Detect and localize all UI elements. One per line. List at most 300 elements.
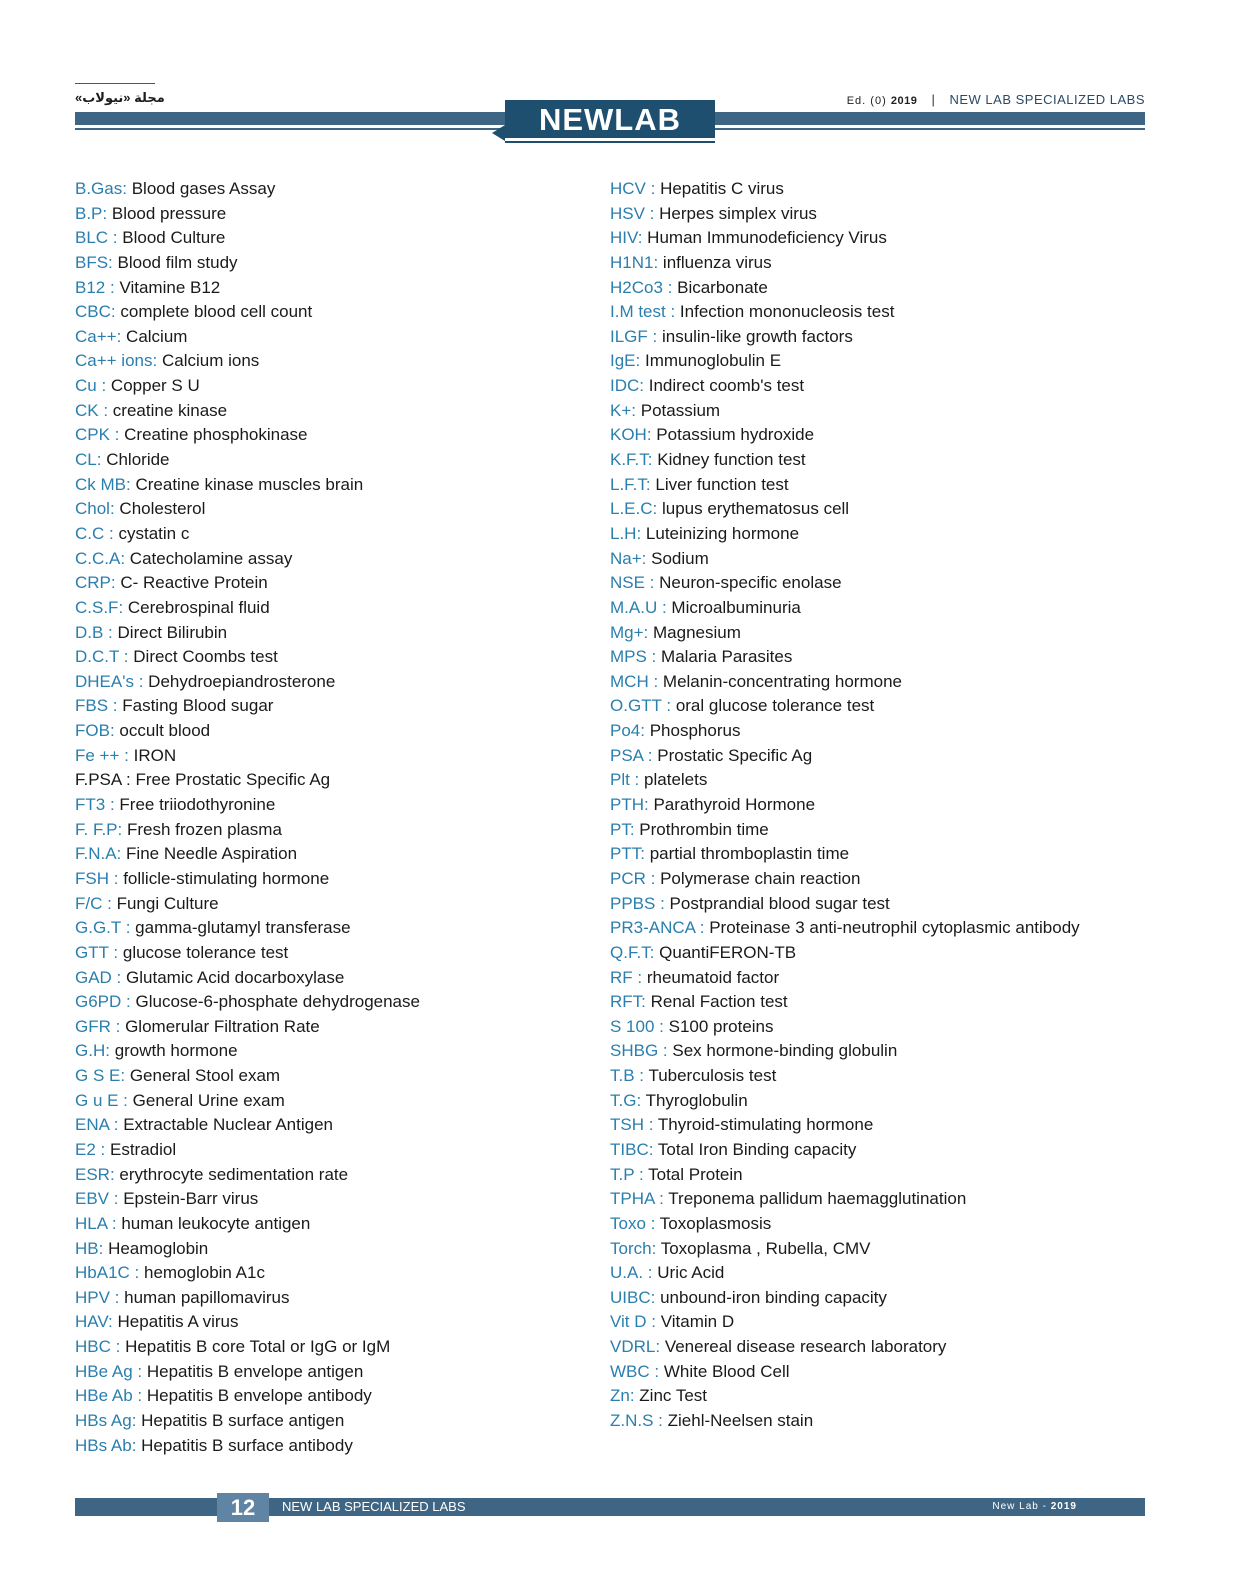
glossary-entry bbox=[75, 349, 595, 374]
abbreviation: BFS: bbox=[75, 252, 113, 272]
definition: Uric Acid bbox=[657, 1263, 725, 1283]
glossary-entry bbox=[610, 399, 1170, 424]
definition: Indirect coomb's test bbox=[648, 376, 805, 396]
definition: Tuberculosis test bbox=[648, 1066, 777, 1086]
glossary-entry bbox=[610, 1138, 1170, 1163]
definition: Heamoglobin bbox=[108, 1238, 209, 1258]
glossary-entry bbox=[75, 990, 595, 1015]
abbreviation: D.B : bbox=[75, 622, 113, 642]
abbreviation: O.GTT : bbox=[610, 696, 672, 716]
abbreviation: CL: bbox=[75, 450, 102, 470]
abbreviation: T.P : bbox=[610, 1164, 644, 1184]
definition: Extractable Nuclear Antigen bbox=[123, 1115, 333, 1135]
abbreviation: Na+: bbox=[610, 548, 647, 568]
abbreviation-list-left bbox=[75, 177, 595, 1458]
glossary-entry bbox=[610, 1212, 1170, 1237]
definition: follicle-stimulating hormone bbox=[123, 868, 330, 888]
abbreviation: G6PD : bbox=[75, 992, 131, 1012]
glossary-entry bbox=[610, 966, 1170, 991]
abbreviation: TIBC: bbox=[610, 1139, 654, 1159]
abbreviation: L.F.T: bbox=[610, 474, 651, 494]
definition: Hepatitis C virus bbox=[660, 179, 784, 198]
abbreviation: MCH : bbox=[610, 671, 659, 691]
glossary-entry bbox=[610, 1310, 1170, 1335]
definition: Blood gases Assay bbox=[131, 179, 276, 198]
glossary-entry bbox=[610, 547, 1170, 572]
glossary-entry bbox=[75, 473, 595, 498]
glossary-entry bbox=[610, 744, 1170, 769]
abbreviation: FBS : bbox=[75, 696, 118, 716]
abbreviation: ILGF : bbox=[610, 326, 658, 346]
definition: Free Prostatic Specific Ag bbox=[135, 770, 331, 790]
definition: Dehydroepiandrosterone bbox=[148, 671, 336, 691]
glossary-entry bbox=[610, 916, 1170, 941]
abbreviation: FOB: bbox=[75, 721, 115, 741]
definition: Magnesium bbox=[653, 622, 741, 642]
abbreviation: RFT: bbox=[610, 992, 646, 1012]
definition: creatine kinase bbox=[112, 400, 228, 420]
definition: General Urine exam bbox=[132, 1090, 285, 1110]
definition: Total Protein bbox=[648, 1164, 743, 1184]
definition: Creatine kinase muscles brain bbox=[135, 474, 364, 494]
definition: Zinc Test bbox=[639, 1386, 708, 1406]
glossary-entry bbox=[75, 1360, 595, 1385]
abbreviation: NSE : bbox=[610, 573, 655, 593]
glossary-entry bbox=[75, 916, 595, 941]
definition: Postprandial blood sugar test bbox=[669, 893, 890, 913]
glossary-entry bbox=[75, 1286, 595, 1311]
definition: Prostatic Specific Ag bbox=[657, 745, 813, 765]
abbreviation: F/C : bbox=[75, 893, 112, 913]
definition: Renal Faction test bbox=[650, 992, 788, 1012]
glossary-entry bbox=[75, 621, 595, 646]
glossary-entry bbox=[610, 1163, 1170, 1188]
definition: growth hormone bbox=[114, 1041, 238, 1061]
glossary-entry bbox=[610, 1335, 1170, 1360]
definition: Fungi Culture bbox=[116, 893, 219, 913]
abbreviation-list-right bbox=[610, 177, 1170, 1434]
abbreviation: I.M test : bbox=[610, 302, 676, 322]
glossary-entry bbox=[75, 966, 595, 991]
glossary-entry bbox=[610, 1113, 1170, 1138]
definition: occult blood bbox=[119, 721, 211, 741]
glossary-entry bbox=[610, 226, 1170, 251]
glossary-entry bbox=[75, 941, 595, 966]
definition: Toxoplasmosis bbox=[659, 1213, 772, 1233]
abbreviation: C.S.F: bbox=[75, 597, 124, 617]
definition: Hepatitis B envelope antibody bbox=[146, 1386, 372, 1406]
definition: Proteinase 3 anti-neutrophil cytoplasmic antibody bbox=[709, 918, 1080, 938]
definition: Herpes simplex virus bbox=[659, 203, 817, 223]
glossary-entry bbox=[75, 842, 595, 867]
glossary-entry bbox=[610, 1015, 1170, 1040]
abbreviation: TSH : bbox=[610, 1115, 654, 1135]
footer-year: 2019 bbox=[1050, 1501, 1077, 1512]
glossary-entry bbox=[75, 1064, 595, 1089]
abbreviation: Cu : bbox=[75, 376, 107, 396]
abbreviation: HbA1C : bbox=[75, 1263, 140, 1283]
logo-arrow-decoration bbox=[492, 125, 505, 141]
glossary-entry bbox=[75, 300, 595, 325]
definition: Polymerase chain reaction bbox=[660, 868, 861, 888]
abbreviation: Mg+: bbox=[610, 622, 649, 642]
definition: Vitamine B12 bbox=[119, 277, 221, 297]
glossary-entry bbox=[75, 719, 595, 744]
abbreviation: F. F.P: bbox=[75, 819, 123, 839]
abbreviation: F.N.A: bbox=[75, 844, 122, 864]
glossary-entry bbox=[610, 596, 1170, 621]
glossary-entry bbox=[610, 522, 1170, 547]
definition: Direct Bilirubin bbox=[117, 622, 228, 642]
abbreviation: M.A.U : bbox=[610, 597, 667, 617]
glossary-entry bbox=[610, 818, 1170, 843]
definition: Fresh frozen plasma bbox=[126, 819, 282, 839]
abbreviation: PR3-ANCA : bbox=[610, 918, 705, 938]
abbreviation: Toxo : bbox=[610, 1213, 656, 1233]
glossary-entry bbox=[75, 571, 595, 596]
abbreviation: Zn: bbox=[610, 1386, 635, 1406]
abbreviation: Torch: bbox=[610, 1238, 657, 1258]
glossary-entry bbox=[610, 497, 1170, 522]
glossary-entry bbox=[75, 645, 595, 670]
abbreviation: IgE: bbox=[610, 351, 641, 371]
glossary-entry bbox=[610, 990, 1170, 1015]
definition: Immunoglobulin E bbox=[644, 351, 782, 371]
abbreviation: L.E.C: bbox=[610, 499, 658, 519]
abbreviation: KOH: bbox=[610, 425, 652, 445]
glossary-entry bbox=[610, 645, 1170, 670]
definition: Luteinizing hormone bbox=[645, 523, 800, 543]
glossary-entry bbox=[610, 300, 1170, 325]
abbreviation: CBC: bbox=[75, 302, 116, 322]
definition: Estradiol bbox=[109, 1139, 177, 1159]
abbreviation: IDC: bbox=[610, 376, 644, 396]
definition: C- Reactive Protein bbox=[120, 573, 268, 593]
definition: Phosphorus bbox=[649, 721, 741, 741]
glossary-entry bbox=[610, 1089, 1170, 1114]
glossary-entry bbox=[610, 1064, 1170, 1089]
glossary-entry bbox=[75, 448, 595, 473]
abbreviation: D.C.T : bbox=[75, 647, 129, 667]
definition: Ziehl-Neelsen stain bbox=[667, 1411, 814, 1431]
definition: QuantiFERON-TB bbox=[659, 942, 797, 962]
definition: S100 proteins bbox=[668, 1016, 774, 1036]
abbreviation: WBC : bbox=[610, 1361, 660, 1381]
abbreviation: C.C.A: bbox=[75, 548, 126, 568]
abbreviation: HBe Ab : bbox=[75, 1386, 143, 1406]
abbreviation: Ck MB: bbox=[75, 474, 131, 494]
glossary-entry bbox=[75, 1089, 595, 1114]
definition: Glucose-6-phosphate dehydrogenase bbox=[135, 992, 420, 1012]
glossary-entry bbox=[75, 1163, 595, 1188]
abbreviation: L.H: bbox=[610, 523, 642, 543]
glossary-entry bbox=[75, 1015, 595, 1040]
definition: cystatin c bbox=[118, 523, 190, 543]
glossary-entry bbox=[75, 1384, 595, 1409]
definition: Total Iron Binding capacity bbox=[657, 1139, 857, 1159]
glossary-entry bbox=[610, 1187, 1170, 1212]
glossary-entry bbox=[75, 399, 595, 424]
glossary-entry bbox=[75, 226, 595, 251]
glossary-entry bbox=[610, 473, 1170, 498]
glossary-entry bbox=[75, 251, 595, 276]
glossary-entry bbox=[610, 621, 1170, 646]
glossary-entry bbox=[610, 768, 1170, 793]
abbreviation: T.G: bbox=[610, 1090, 642, 1110]
abbreviation: PPBS : bbox=[610, 893, 665, 913]
definition: unbound-iron binding capacity bbox=[660, 1287, 887, 1307]
newlab-logo: NEWLAB bbox=[505, 100, 715, 138]
glossary-entry bbox=[75, 596, 595, 621]
definition: Prothrombin time bbox=[639, 819, 769, 839]
definition: Epstein-Barr virus bbox=[123, 1189, 259, 1209]
abbreviation: C.C : bbox=[75, 523, 114, 543]
footer-brand bbox=[992, 1499, 1077, 1515]
definition: IRON bbox=[133, 745, 177, 765]
abbreviation: K+: bbox=[610, 400, 636, 420]
definition: Vitamin D bbox=[660, 1312, 735, 1332]
definition: gamma-glutamyl transferase bbox=[135, 918, 351, 938]
glossary-entry bbox=[75, 1237, 595, 1262]
definition: Hepatitis B surface antigen bbox=[141, 1411, 345, 1431]
glossary-entry bbox=[75, 818, 595, 843]
abbreviation: HCV : bbox=[610, 179, 656, 198]
glossary-entry bbox=[610, 1286, 1170, 1311]
glossary-entry bbox=[75, 423, 595, 448]
glossary-entry bbox=[75, 202, 595, 227]
definition: Thyroglobulin bbox=[645, 1090, 748, 1110]
glossary-entry bbox=[75, 497, 595, 522]
glossary-entry bbox=[75, 325, 595, 350]
glossary-entry bbox=[610, 374, 1170, 399]
abbreviation: FT3 : bbox=[75, 795, 115, 815]
abbreviation: BLC : bbox=[75, 228, 118, 248]
definition: Hepatitis B core Total or IgG or IgM bbox=[125, 1337, 391, 1357]
abbreviation: H2Co3 : bbox=[610, 277, 673, 297]
glossary-entry bbox=[610, 1237, 1170, 1262]
definition: Potassium bbox=[640, 400, 721, 420]
definition: Blood pressure bbox=[111, 203, 227, 223]
abbreviation: K.F.T: bbox=[610, 450, 653, 470]
definition: Free triiodothyronine bbox=[119, 795, 276, 815]
glossary-entry bbox=[75, 1335, 595, 1360]
abbreviation: SHBG : bbox=[610, 1041, 668, 1061]
abbreviation: CK : bbox=[75, 400, 109, 420]
glossary-entry bbox=[75, 1212, 595, 1237]
glossary-entry bbox=[610, 941, 1170, 966]
abbreviation: G.H: bbox=[75, 1041, 110, 1061]
glossary-entry bbox=[610, 842, 1170, 867]
glossary-entry bbox=[75, 177, 595, 202]
glossary-entry bbox=[75, 522, 595, 547]
abbreviation: B.P: bbox=[75, 203, 108, 223]
glossary-entry bbox=[610, 448, 1170, 473]
definition: platelets bbox=[644, 770, 708, 790]
abbreviation: H1N1: bbox=[610, 252, 659, 272]
glossary-entry bbox=[75, 1113, 595, 1138]
glossary-entry bbox=[75, 768, 595, 793]
definition: Blood Culture bbox=[122, 228, 226, 248]
definition: lupus erythematosus cell bbox=[661, 499, 850, 519]
abbreviation: CRP: bbox=[75, 573, 116, 593]
abbreviation: S 100 : bbox=[610, 1016, 664, 1036]
abbreviation: FSH : bbox=[75, 868, 119, 888]
definition: Kidney function test bbox=[657, 450, 806, 470]
definition: General Stool exam bbox=[129, 1066, 281, 1086]
abbreviation: DHEA's : bbox=[75, 671, 144, 691]
definition: Glomerular Filtration Rate bbox=[125, 1016, 320, 1036]
definition: Blood film study bbox=[117, 252, 238, 272]
abbreviation: G S E: bbox=[75, 1066, 126, 1086]
glossary-entry bbox=[75, 867, 595, 892]
definition: Infection mononucleosis test bbox=[679, 302, 895, 322]
abbreviation: VDRL: bbox=[610, 1337, 661, 1357]
definition: oral glucose tolerance test bbox=[675, 696, 875, 716]
glossary-entry bbox=[75, 1039, 595, 1064]
abbreviation: RF : bbox=[610, 967, 643, 987]
footer-org-name: NEW LAB SPECIALIZED LABS bbox=[282, 1499, 466, 1514]
glossary-entry bbox=[610, 251, 1170, 276]
definition: Human Immunodeficiency Virus bbox=[647, 228, 887, 248]
glossary-entry bbox=[610, 1409, 1170, 1434]
definition: Microalbuminuria bbox=[671, 597, 801, 617]
glossary-entry bbox=[75, 1409, 595, 1434]
abbreviation: PCR : bbox=[610, 868, 656, 888]
abbreviation: GTT : bbox=[75, 942, 119, 962]
definition: Treponema pallidum haemagglutination bbox=[668, 1189, 967, 1209]
definition: Hepatitis B envelope antigen bbox=[146, 1361, 364, 1381]
glossary-entry bbox=[610, 719, 1170, 744]
abbreviation: HSV : bbox=[610, 203, 655, 223]
definition: Direct Coombs test bbox=[133, 647, 278, 667]
glossary-entry bbox=[610, 1261, 1170, 1286]
glossary-entry bbox=[610, 177, 1170, 202]
glossary-entry bbox=[610, 694, 1170, 719]
glossary-entry bbox=[610, 423, 1170, 448]
edition-year: 2019 bbox=[890, 95, 918, 107]
definition: Melanin-concentrating hormone bbox=[662, 671, 902, 691]
definition: Malaria Parasites bbox=[661, 647, 793, 667]
definition: Liver function test bbox=[655, 474, 789, 494]
glossary-entry bbox=[75, 793, 595, 818]
definition: Calcium bbox=[126, 326, 188, 346]
abbreviation: HAV: bbox=[75, 1312, 113, 1332]
abbreviation: MPS : bbox=[610, 647, 657, 667]
glossary-entry bbox=[75, 744, 595, 769]
definition: Fasting Blood sugar bbox=[122, 696, 274, 716]
glossary-entry bbox=[75, 892, 595, 917]
glossary-entry bbox=[610, 1039, 1170, 1064]
definition: Creatine phosphokinase bbox=[124, 425, 308, 445]
definition: Potassium hydroxide bbox=[656, 425, 815, 445]
abbreviation: PTH: bbox=[610, 795, 649, 815]
definition: Glutamic Acid docarboxylase bbox=[126, 967, 345, 987]
glossary-entry bbox=[610, 276, 1170, 301]
glossary-entry bbox=[610, 1360, 1170, 1385]
abbreviation: PSA : bbox=[610, 745, 653, 765]
header-separator: | bbox=[931, 92, 936, 107]
abbreviation: Fe ++ : bbox=[75, 745, 129, 765]
footer-brand-label: New Lab - bbox=[992, 1501, 1047, 1512]
definition: Neuron-specific enolase bbox=[659, 573, 842, 593]
header-org-name: NEW LAB SPECIALIZED LABS bbox=[949, 92, 1145, 107]
abbreviation: B12 : bbox=[75, 277, 115, 297]
definition: Cholesterol bbox=[119, 499, 206, 519]
glossary-entry bbox=[610, 1384, 1170, 1409]
abbreviation: HPV : bbox=[75, 1287, 120, 1307]
page-number: 12 bbox=[217, 1493, 269, 1522]
glossary-entry bbox=[610, 867, 1170, 892]
definition: Cerebrospinal fluid bbox=[127, 597, 270, 617]
abbreviation: GFR : bbox=[75, 1016, 121, 1036]
glossary-entry bbox=[75, 1187, 595, 1212]
abbreviation: HBe Ag : bbox=[75, 1361, 143, 1381]
definition: Fine Needle Aspiration bbox=[126, 844, 298, 864]
glossary-entry bbox=[75, 276, 595, 301]
abbreviation: PT: bbox=[610, 819, 635, 839]
abbreviation: ENA : bbox=[75, 1115, 119, 1135]
definition: glucose tolerance test bbox=[122, 942, 289, 962]
edition-label: Ed. (0) bbox=[846, 95, 887, 107]
abbreviation: Ca++: bbox=[75, 326, 122, 346]
definition: White Blood Cell bbox=[663, 1361, 790, 1381]
abbreviation: TPHA : bbox=[610, 1189, 664, 1209]
abbreviation: E2 : bbox=[75, 1139, 106, 1159]
abbreviation: G u E : bbox=[75, 1090, 128, 1110]
header-edition-info bbox=[847, 92, 1145, 107]
definition: Copper S U bbox=[110, 376, 200, 396]
abbreviation: GAD : bbox=[75, 967, 122, 987]
abbreviation: HBs Ab: bbox=[75, 1435, 137, 1455]
abbreviation: HB: bbox=[75, 1238, 104, 1258]
header-rule bbox=[75, 83, 155, 84]
abbreviation: UIBC: bbox=[610, 1287, 656, 1307]
definition: Hepatitis A virus bbox=[117, 1312, 239, 1332]
glossary-entry bbox=[610, 325, 1170, 350]
glossary-entry bbox=[75, 694, 595, 719]
abbreviation: Q.F.T: bbox=[610, 942, 655, 962]
abbreviation: U.A. : bbox=[610, 1263, 653, 1283]
definition: Chloride bbox=[106, 450, 170, 470]
glossary-entry bbox=[610, 349, 1170, 374]
definition: human papillomavirus bbox=[124, 1287, 290, 1307]
abbreviation: Po4: bbox=[610, 721, 645, 741]
definition: insulin-like growth factors bbox=[661, 326, 853, 346]
definition: erythrocyte sedimentation rate bbox=[119, 1164, 349, 1184]
abbreviation: G.G.T : bbox=[75, 918, 131, 938]
abbreviation: T.B : bbox=[610, 1066, 645, 1086]
glossary-entry bbox=[610, 670, 1170, 695]
glossary-entry bbox=[75, 1261, 595, 1286]
glossary-entry bbox=[75, 1434, 595, 1459]
abbreviation: CPK : bbox=[75, 425, 120, 445]
definition: rheumatoid factor bbox=[646, 967, 780, 987]
definition: Toxoplasma , Rubella, CMV bbox=[660, 1238, 871, 1258]
glossary-entry bbox=[610, 892, 1170, 917]
glossary-entry bbox=[75, 374, 595, 399]
definition: partial thromboplastin time bbox=[649, 844, 850, 864]
definition: Sodium bbox=[651, 548, 709, 568]
abbreviation: EBV : bbox=[75, 1189, 119, 1209]
glossary-entry bbox=[610, 571, 1170, 596]
glossary-entry bbox=[610, 793, 1170, 818]
abbreviation: HBC : bbox=[75, 1337, 121, 1357]
definition: Thyroid-stimulating hormone bbox=[657, 1115, 874, 1135]
definition: Hepatitis B surface antibody bbox=[141, 1435, 353, 1455]
abbreviation: HLA : bbox=[75, 1213, 117, 1233]
glossary-entry bbox=[75, 1138, 595, 1163]
abbreviation: Ca++ ions: bbox=[75, 351, 158, 371]
